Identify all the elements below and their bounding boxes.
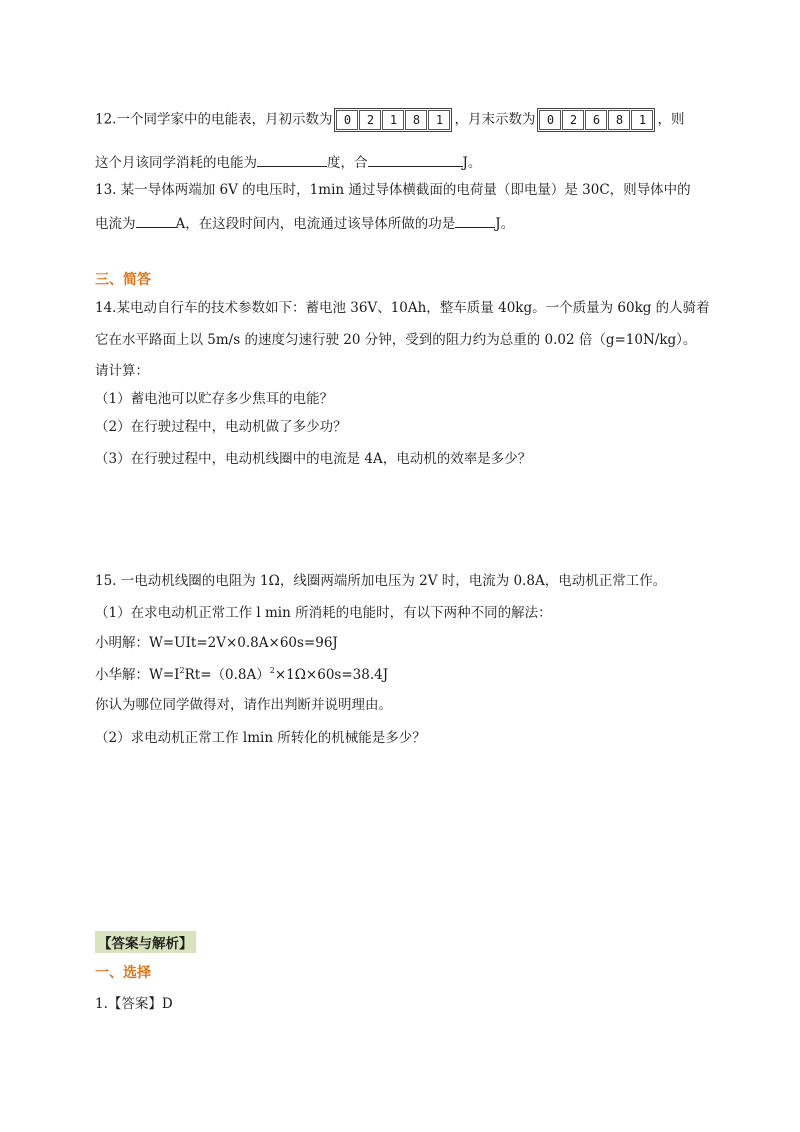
q15-xiaohua-text: 小华解：W=I [95, 667, 180, 683]
section-title-choice: 一、选择 [95, 965, 151, 981]
answer-blank[interactable] [455, 213, 495, 228]
q15-question: 你认为哪位同学做得对，请作出判断并说明理由。 [95, 697, 392, 713]
q15-xiaohua [95, 666, 388, 684]
answer-blank[interactable] [257, 152, 327, 167]
q13-line2-text: 电流为 [95, 216, 136, 232]
q13-line2-text: J。 [495, 216, 515, 232]
meter-end-reading [537, 108, 655, 132]
q12-text-mid: ，月末示数为 [454, 111, 536, 128]
q14-sub2: （2）在行驶过程中，电动机做了多少功？ [95, 419, 347, 435]
meter-digit: 1 [428, 110, 450, 130]
meter-digit: 8 [405, 110, 427, 130]
answer-blank[interactable] [136, 213, 176, 228]
q12-line2 [95, 152, 481, 172]
q15-sub1: （1）在求电动机正常工作 l min 所消耗的电能时，有以下两种不同的解法： [95, 605, 552, 621]
q12-text-end: ，则 [657, 111, 685, 128]
q13-line2-text: A，在这段时间内，电流通过该导体所做的功是 [175, 216, 456, 232]
exponent: 2 [269, 666, 275, 675]
q12-line1 [95, 108, 684, 132]
q14-sub3: （3）在行驶过程中，电动机线圈中的电流是 4A，电动机的效率是多少？ [95, 451, 532, 467]
meter-digit: 0 [539, 110, 561, 130]
q15-sub2: （2）求电动机正常工作 lmin 所转化的机械能是多少？ [95, 730, 426, 746]
exponent: 2 [179, 666, 185, 675]
section-title-short-answer: 三、简答 [95, 272, 151, 288]
q13-line1: 13. 某一导体两端加 6V 的电压时，1min 通过导体横截面的电荷量（即电量）是 30C，则导体中的 [95, 182, 691, 198]
q15-xiaohua-text: Rt=（0.8A） [184, 667, 270, 683]
q15-xiaoming: 小明解：W=UIt=2V×0.8A×60s=96J [95, 635, 338, 651]
meter-start-reading [334, 108, 452, 132]
q12-line2-text: 度，合 [327, 155, 368, 171]
answer-section-header: 【答案与解析】 [95, 931, 196, 953]
meter-digit: 1 [631, 110, 653, 130]
q12-line2-text: 这个月该同学消耗的电能为 [95, 155, 257, 171]
q12-text-start: 12.一个同学家中的电能表，月初示数为 [95, 111, 333, 128]
q14-sub1: （1）蓄电池可以贮存多少焦耳的电能？ [95, 391, 334, 407]
meter-digit: 2 [562, 110, 584, 130]
q14-line1: 14.某电动自行车的技术参数如下：蓄电池 36V、10Ah，整车质量 40kg。一个质量为 60kg 的人骑着 [95, 300, 710, 316]
meter-digit: 8 [608, 110, 630, 130]
answer-1: 1.【答案】D [95, 996, 173, 1012]
answer-blank[interactable] [368, 152, 463, 167]
q14-line3: 请计算： [95, 363, 149, 379]
q15-line1: 15. 一电动机线圈的电阻为 1Ω，线圈两端所加电压为 2V 时，电流为 0.8A，电动机正常工作。 [95, 573, 667, 589]
q14-line2: 它在水平路面上以 5m/s 的速度匀速行驶 20 分钟，受到的阻力约为总重的 0.02 倍（g=10N/kg）。 [95, 332, 697, 348]
meter-digit: 2 [359, 110, 381, 130]
meter-digit: 1 [382, 110, 404, 130]
meter-digit: 0 [336, 110, 358, 130]
q13-line2 [95, 213, 514, 233]
meter-digit: 6 [585, 110, 607, 130]
q12-line2-text: J。 [462, 155, 482, 171]
q15-xiaohua-text: ×1Ω×60s=38.4J [274, 667, 389, 683]
